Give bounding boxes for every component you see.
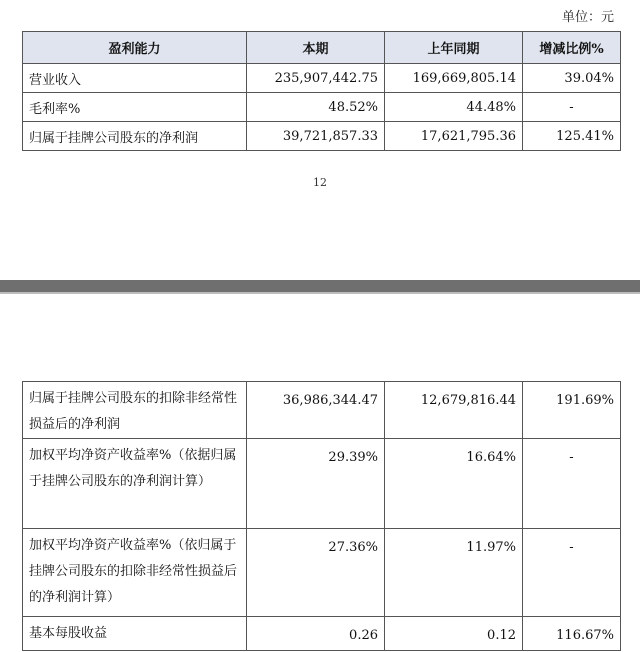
table-row [23,122,621,151]
current-value: 27.36% [247,529,385,617]
row-label: 基本每股收益 [23,617,247,651]
header-cell: 增减比例% [523,32,621,64]
current-value: 235,907,442.75 [247,64,385,93]
header-cell: 本期 [247,32,385,64]
prior-value: 16.64% [385,439,523,529]
row-label: 归属于挂牌公司股东的扣除非经常性损益后的净利润 [23,382,247,439]
row-label: 营业收入 [23,64,247,93]
change-value: - [523,439,621,529]
table-row [23,439,621,529]
prior-value: 17,621,795.36 [385,122,523,151]
prior-value: 11.97% [385,529,523,617]
current-value: 48.52% [247,93,385,122]
profitability-table-continued [22,381,621,651]
prior-value: 44.48% [385,93,523,122]
current-value: 36,986,344.47 [247,382,385,439]
page-divider [0,280,640,292]
row-label: 归属于挂牌公司股东的净利润 [23,122,247,151]
change-value: 191.69% [523,382,621,439]
table-row [23,529,621,617]
header-cell: 上年同期 [385,32,523,64]
table-header-row [23,32,621,64]
row-label: 加权平均净资产收益率%（依归属于挂牌公司股东的扣除非经常性损益后的净利润计算） [23,529,247,617]
header-cell: 盈利能力 [23,32,247,64]
change-value: - [523,529,621,617]
profitability-table [22,31,621,151]
change-value: 39.04% [523,64,621,93]
row-label: 加权平均净资产收益率%（依据归属于挂牌公司股东的净利润计算） [23,439,247,529]
change-value: 116.67% [523,617,621,651]
table-row [23,382,621,439]
current-value: 29.39% [247,439,385,529]
change-value: 125.41% [523,122,621,151]
table-row [23,93,621,122]
table-row [23,617,621,651]
current-value: 0.26 [247,617,385,651]
prior-value: 12,679,816.44 [385,382,523,439]
row-label: 毛利率% [23,93,247,122]
current-value: 39,721,857.33 [247,122,385,151]
prior-value: 0.12 [385,617,523,651]
page-divider-shadow [0,292,640,294]
table-row [23,64,621,93]
change-value: - [523,93,621,122]
page-number: 12 [313,176,327,189]
unit-label: 单位：元 [561,10,614,25]
prior-value: 169,669,805.14 [385,64,523,93]
